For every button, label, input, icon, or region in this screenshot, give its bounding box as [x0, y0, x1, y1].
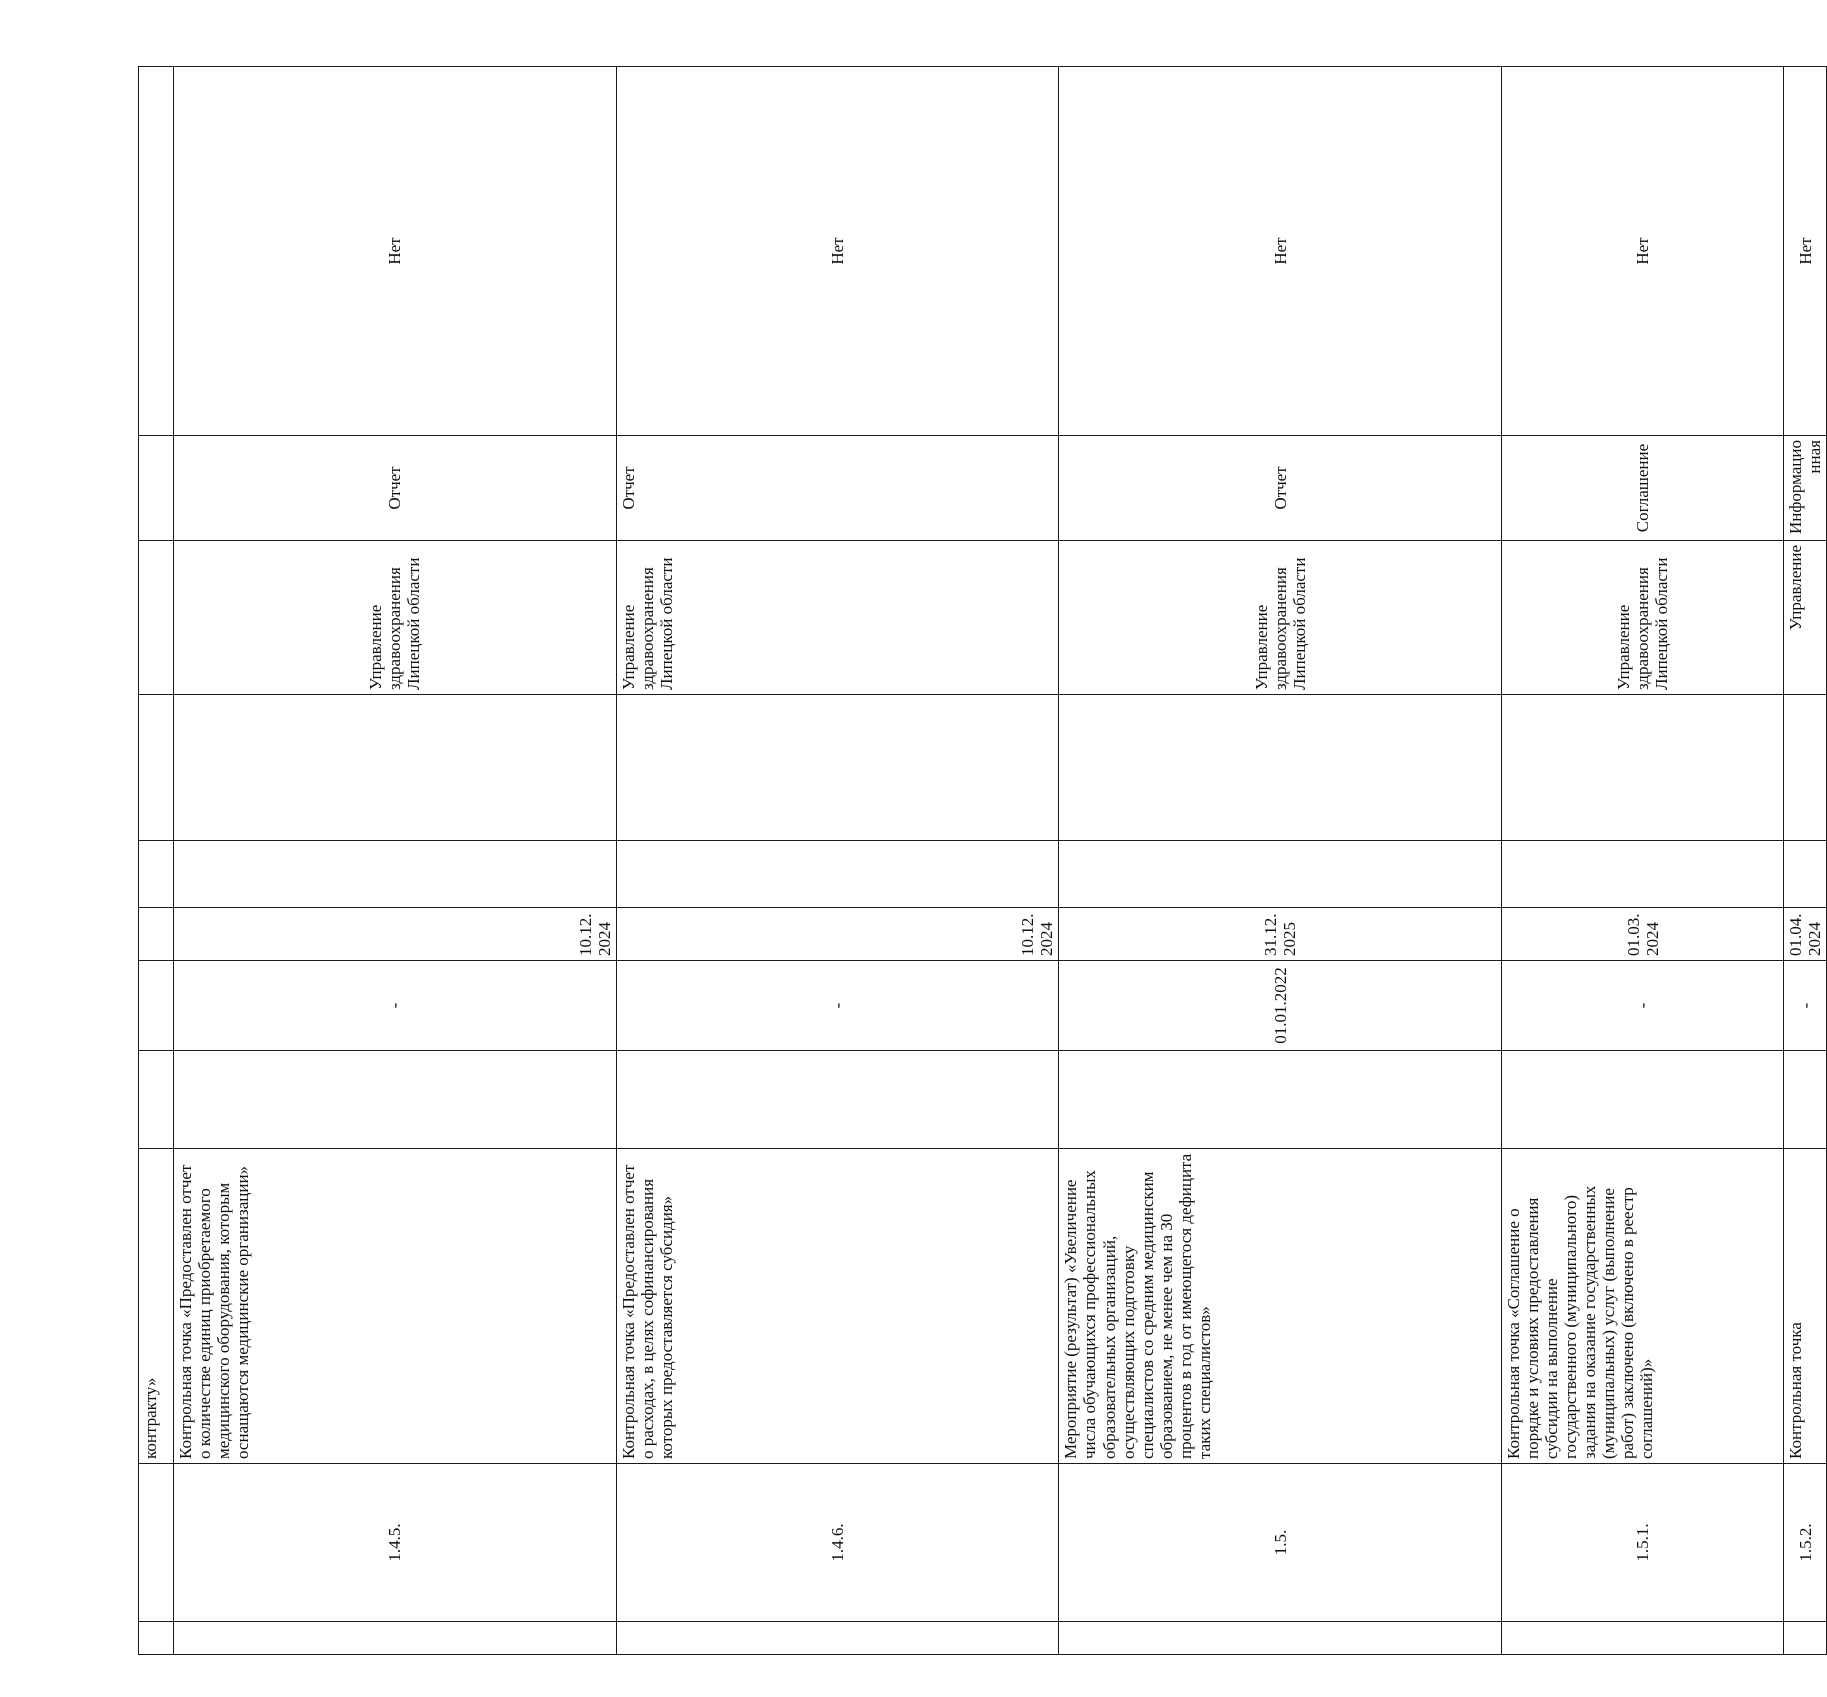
- end-date: 10.12.2024: [616, 908, 1059, 961]
- empty-cell: [616, 841, 1059, 908]
- empty-cell: [139, 961, 174, 1051]
- end-date: 31.12.2025: [1059, 908, 1502, 961]
- document-type: Отчет: [616, 436, 1059, 541]
- empty-cell: [616, 1622, 1059, 1655]
- flag-value: Нет: [1059, 67, 1502, 436]
- responsible: Управление здравоохранения Липецкой области: [616, 541, 1059, 695]
- control-points-table: [138, 66, 1827, 1655]
- empty-cell: [174, 1622, 617, 1655]
- end-date: 01.04.2024: [1784, 908, 1827, 961]
- table-row: [1502, 67, 1784, 1655]
- empty-cell: [1502, 695, 1784, 841]
- empty-cell: [1059, 841, 1502, 908]
- empty-cell: [139, 695, 174, 841]
- row-number: 1.4.5.: [174, 1464, 617, 1622]
- empty-cell: [174, 1051, 617, 1149]
- flag-value: Нет: [616, 67, 1059, 436]
- row-name: Мероприятие (результат) «Увеличение числа обучающихся профессиональных образовательных организаций, осуществляющих подготовку специалистов со средним медицинским образованием, не менее чем на 30 процентов в год от имеющегося дефицита таких специалистов»: [1059, 1149, 1502, 1464]
- start-date: 01.01.2022: [1059, 961, 1502, 1051]
- row-number: 1.4.6.: [616, 1464, 1059, 1622]
- table-row: [1059, 67, 1502, 1655]
- row-name: Контрольная точка «Соглашение о порядке и условиях предоставления субсидии на выполнение государственного (муниципального) задания на оказание государственных (муниципальных) услуг (выполнение работ) заключено (включено в реестр соглашений)»: [1502, 1149, 1784, 1464]
- document-type: Информационная: [1784, 436, 1827, 541]
- row-number: 1.5.1.: [1502, 1464, 1784, 1622]
- flag-value: Нет: [1784, 67, 1827, 436]
- row-name: Контрольная точка «Предоставлен отчет о количестве единиц приобретаемого медицинского оборудования, которым оснащаются медицинские организации»: [174, 1149, 617, 1464]
- end-date: 01.03.2024: [1502, 908, 1784, 961]
- empty-cell: [1059, 1622, 1502, 1655]
- table-row: [1784, 67, 1827, 1655]
- empty-cell: [139, 67, 174, 436]
- empty-cell: [139, 1051, 174, 1149]
- flag-value: Нет: [1502, 67, 1784, 436]
- document-type: Отчет: [1059, 436, 1502, 541]
- empty-cell: [139, 841, 174, 908]
- empty-cell: [174, 695, 617, 841]
- empty-cell: [1502, 841, 1784, 908]
- responsible: Управление: [1784, 541, 1827, 695]
- table-row: [616, 67, 1059, 1655]
- empty-cell: [139, 1464, 174, 1622]
- end-date: 10.12.2024: [174, 908, 617, 961]
- row-name: Контрольная точка: [1784, 1149, 1827, 1464]
- empty-cell: [139, 908, 174, 961]
- empty-cell: [139, 541, 174, 695]
- empty-cell: [616, 1051, 1059, 1149]
- empty-cell: [1784, 841, 1827, 908]
- row-number: 1.5.2.: [1784, 1464, 1827, 1622]
- row-name: Контрольная точка «Предоставлен отчет о расходах, в целях софинансирования которых предоставляется субсидия»: [616, 1149, 1059, 1464]
- empty-cell: [1784, 695, 1827, 841]
- empty-cell: [1502, 1622, 1784, 1655]
- start-date: -: [1784, 961, 1827, 1051]
- empty-cell: [616, 695, 1059, 841]
- empty-cell: [139, 1622, 174, 1655]
- continued-text-cell: контракту»: [139, 1149, 174, 1464]
- document-type: Соглашение: [1502, 436, 1784, 541]
- empty-cell: [1784, 1051, 1827, 1149]
- empty-cell: [1059, 695, 1502, 841]
- document-type: Отчет: [174, 436, 617, 541]
- empty-cell: [1059, 1051, 1502, 1149]
- responsible: Управление здравоохранения Липецкой области: [1059, 541, 1502, 695]
- empty-cell: [139, 436, 174, 541]
- empty-cell: [174, 841, 617, 908]
- start-date: -: [174, 961, 617, 1051]
- start-date: -: [616, 961, 1059, 1051]
- responsible: Управление здравоохранения Липецкой области: [1502, 541, 1784, 695]
- flag-value: Нет: [174, 67, 617, 436]
- responsible: Управление здравоохранения Липецкой области: [174, 541, 617, 695]
- start-date: -: [1502, 961, 1784, 1051]
- table-row: [139, 67, 174, 1655]
- row-number: 1.5.: [1059, 1464, 1502, 1622]
- empty-cell: [1502, 1051, 1784, 1149]
- empty-cell: [1784, 1622, 1827, 1655]
- table-row: [174, 67, 617, 1655]
- rotated-page: [138, 67, 1825, 1655]
